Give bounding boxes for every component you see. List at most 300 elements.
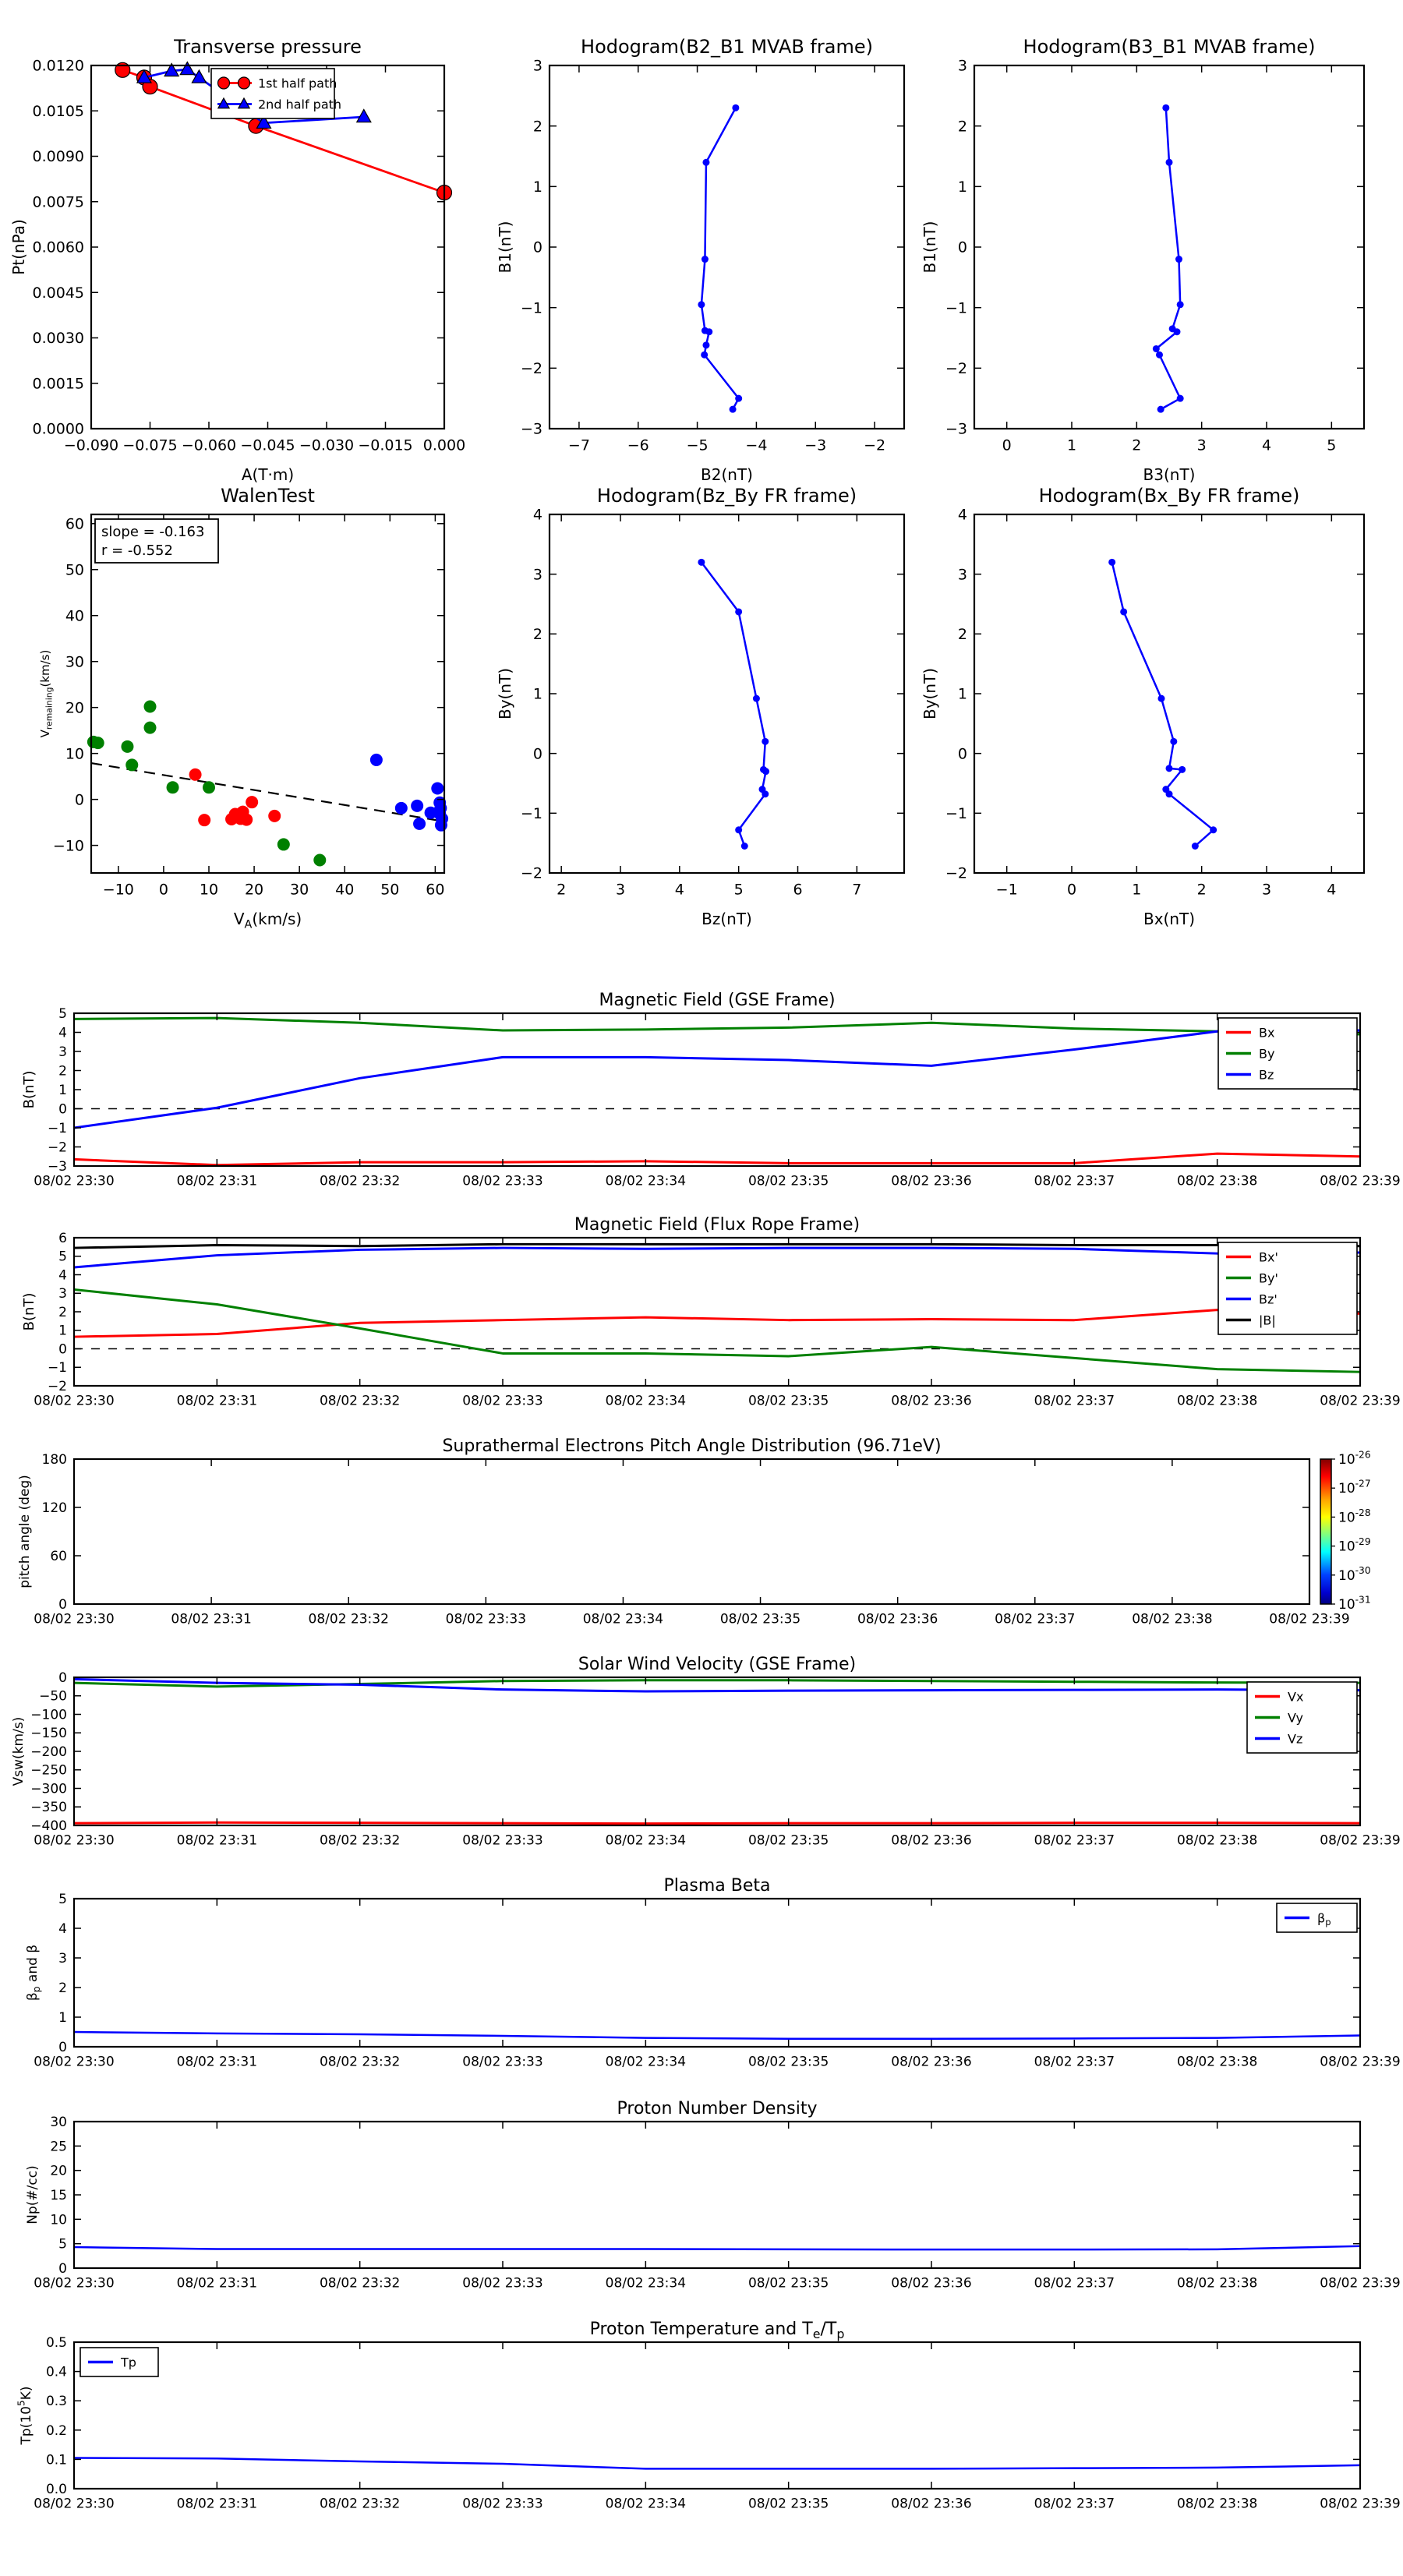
x-tick-label: 08/02 23:33: [462, 2275, 543, 2292]
y-tick-label: 1: [58, 1082, 67, 1098]
x-tick-label: 08/02 23:32: [319, 1832, 401, 1849]
y-tick-label: 10: [50, 2212, 67, 2228]
y-tick-label: 3: [58, 1950, 67, 1966]
y-tick-label: 5: [58, 2236, 67, 2253]
x-tick-label: 40: [335, 881, 355, 899]
x-tick-label: 08/02 23:30: [34, 1611, 115, 1627]
colorbar-tick-label: $10^{-29}$: [1338, 1535, 1371, 1555]
dot-marker: [144, 701, 157, 713]
dot-marker: [705, 328, 712, 335]
y-tick-label: −1: [47, 1360, 67, 1376]
x-axis-label: A(T·m): [241, 465, 295, 484]
y-tick-label: 120: [41, 1500, 67, 1516]
y-tick-label: 3: [58, 1286, 67, 1302]
dot-marker: [1192, 843, 1199, 850]
x-tick-label: 1: [1066, 436, 1077, 454]
dot-marker: [701, 352, 708, 359]
x-tick-label: 08/02 23:33: [462, 1832, 543, 1849]
x-tick-label: −0.090: [63, 436, 119, 454]
y-tick-label: −3: [520, 420, 542, 438]
dot-marker: [1177, 395, 1184, 402]
y-tick-label: −2: [945, 359, 967, 377]
y-tick-label: −3: [47, 1158, 67, 1175]
y-tick-label: 0: [58, 2260, 67, 2277]
legend-label: By': [1259, 1270, 1278, 1286]
chart-title: Proton Temperature and $T_e/T_p$: [589, 2320, 845, 2341]
x-tick-label: 20: [244, 881, 264, 899]
axes-frame: [74, 2122, 1360, 2268]
dot-marker: [702, 256, 709, 263]
x-tick-label: 08/02 23:35: [747, 1393, 829, 1409]
dot-marker: [698, 301, 705, 308]
y-tick-label: −1: [520, 299, 542, 317]
axes-frame: [550, 514, 904, 873]
x-tick-label: 08/02 23:34: [605, 2496, 687, 2512]
dot-marker: [246, 796, 258, 808]
legend-label: Vx: [1288, 1689, 1304, 1705]
dot-marker: [198, 814, 210, 826]
y-tick-label: 5: [58, 1249, 67, 1265]
series-line-Np: [74, 2246, 1360, 2249]
x-tick-label: 08/02 23:36: [857, 1611, 938, 1627]
dot-marker: [1153, 345, 1160, 352]
x-tick-label: 08/02 23:38: [1132, 1611, 1213, 1627]
y-tick-label: −1: [520, 804, 542, 822]
series-line-β_{p}: [74, 2032, 1360, 2039]
y-tick-label: 0: [74, 791, 84, 809]
dot-marker: [741, 843, 748, 850]
x-tick-label: 1: [1132, 881, 1142, 899]
dot-marker: [92, 737, 104, 749]
y-tick-label: −2: [945, 864, 967, 882]
x-tick-label: 08/02 23:38: [1176, 2054, 1258, 2070]
y-tick-label: 0.1: [45, 2452, 67, 2468]
x-tick-label: 08/02 23:35: [747, 1832, 829, 1849]
dot-marker: [1162, 104, 1169, 111]
dot-marker: [735, 826, 742, 833]
x-tick-label: 4: [1327, 881, 1337, 899]
x-tick-label: 08/02 23:34: [605, 2054, 687, 2070]
y-tick-label: 4: [957, 506, 967, 524]
dot-marker: [698, 559, 705, 566]
axes-frame: [74, 1677, 1360, 1825]
axes-frame: [74, 1899, 1360, 2047]
panel-transverse-pressure: [9, 36, 465, 484]
x-tick-label: 5: [1327, 436, 1337, 454]
x-tick-label: 4: [1261, 436, 1272, 454]
chart-title: WalenTest: [221, 485, 315, 507]
y-tick-label: 2: [58, 1063, 67, 1080]
y-axis-label: B(nT): [21, 1070, 37, 1109]
dot-marker: [189, 769, 202, 781]
x-tick-label: 60: [426, 881, 445, 899]
x-tick-label: 08/02 23:33: [462, 1173, 543, 1189]
x-tick-label: −4: [745, 436, 768, 454]
y-tick-label: 4: [532, 506, 542, 524]
y-tick-label: 0.0090: [32, 148, 84, 166]
x-tick-label: 08/02 23:37: [1034, 2496, 1115, 2512]
y-tick-label: 1: [957, 178, 967, 196]
panel-hodogram-bz-by: [496, 485, 904, 928]
x-tick-label: 08/02 23:38: [1176, 1173, 1258, 1189]
panel-mag-gse: [21, 991, 1401, 1189]
y-tick-label: 180: [41, 1451, 67, 1468]
x-tick-label: −0.030: [299, 436, 355, 454]
y-tick-label: 5: [58, 1005, 67, 1022]
dot-marker: [144, 722, 157, 734]
x-tick-label: 08/02 23:39: [1320, 1173, 1401, 1189]
y-axis-label: B(nT): [21, 1292, 37, 1331]
y-tick-label: 0.3: [45, 2394, 67, 2410]
y-tick-label: 1: [58, 1323, 67, 1339]
x-axis-label: $V_A(km/s)$: [233, 910, 302, 931]
x-tick-label: 08/02 23:33: [462, 2496, 543, 2512]
y-tick-label: −100: [30, 1707, 67, 1723]
series-line-Tp: [74, 2458, 1360, 2469]
y-tick-label: −2: [47, 1140, 67, 1156]
y-tick-label: 0.0060: [32, 239, 84, 256]
x-tick-label: 08/02 23:37: [1034, 2054, 1115, 2070]
x-tick-label: −10: [102, 881, 134, 899]
series-line-Vx: [74, 1822, 1360, 1823]
colorbar: [1320, 1459, 1331, 1604]
series-line-Bx_By path: [1112, 562, 1214, 846]
y-tick-label: 2: [58, 1980, 67, 1996]
y-tick-label: −1: [945, 299, 967, 317]
y-tick-label: 0: [957, 745, 967, 763]
dot-marker: [1179, 766, 1186, 773]
x-tick-label: 08/02 23:39: [1269, 1611, 1350, 1627]
x-tick-label: −6: [627, 436, 649, 454]
y-tick-label: 1: [58, 2009, 67, 2026]
legend-label: Vy: [1288, 1710, 1303, 1726]
x-tick-label: 08/02 23:31: [176, 2275, 258, 2292]
x-axis-label: Bz(nT): [702, 910, 752, 928]
y-tick-label: 10: [65, 745, 84, 763]
dot-marker: [313, 853, 326, 866]
x-tick-label: 08/02 23:39: [1320, 1393, 1401, 1409]
y-tick-label: 60: [65, 515, 84, 533]
y-tick-label: 0: [58, 2039, 67, 2055]
y-tick-label: 2: [957, 118, 967, 136]
y-tick-label: 50: [65, 561, 84, 579]
dot-marker: [730, 406, 737, 413]
axes-frame: [91, 65, 444, 429]
y-tick-label: 0: [532, 239, 542, 256]
legend-label: By: [1259, 1046, 1275, 1062]
x-tick-label: 08/02 23:35: [747, 2275, 829, 2292]
y-tick-label: 1: [532, 685, 542, 703]
x-tick-label: 08/02 23:32: [308, 1611, 389, 1627]
x-tick-label: −7: [567, 436, 590, 454]
chart-title: Proton Number Density: [617, 2099, 818, 2118]
panel-beta: [25, 1876, 1401, 2070]
y-axis-label: B1(nT): [496, 221, 514, 274]
legend-label: 2nd half path: [258, 97, 342, 112]
x-tick-label: 08/02 23:30: [34, 1393, 115, 1409]
dot-marker: [1177, 301, 1184, 308]
x-tick-label: 08/02 23:36: [891, 1173, 972, 1189]
y-tick-label: 30: [65, 653, 84, 671]
y-tick-label: −3: [945, 420, 967, 438]
x-tick-label: 08/02 23:30: [34, 2054, 115, 2070]
x-tick-label: 08/02 23:32: [319, 2054, 401, 2070]
chart-title: Suprathermal Electrons Pitch Angle Distribution (96.71eV): [442, 1436, 942, 1456]
y-tick-label: −200: [30, 1744, 67, 1760]
x-tick-label: 0.000: [422, 436, 466, 454]
chart-title: Plasma Beta: [663, 1876, 771, 1896]
x-axis-label: B2(nT): [701, 465, 753, 484]
chart-title: Hodogram(Bz_By FR frame): [596, 485, 857, 507]
dot-marker: [1166, 159, 1173, 166]
y-tick-label: −2: [520, 359, 542, 377]
x-tick-label: 30: [290, 881, 309, 899]
x-tick-label: 6: [793, 881, 803, 899]
x-tick-label: 08/02 23:37: [1034, 1393, 1115, 1409]
x-tick-label: 08/02 23:36: [891, 2275, 972, 2292]
y-tick-label: −300: [30, 1781, 67, 1797]
dot-marker: [762, 790, 769, 797]
circle-marker: [218, 77, 230, 89]
legend-label: Bz': [1259, 1292, 1278, 1307]
panel-hodogram-bx-by: [921, 485, 1364, 928]
chart-title: Transverse pressure: [174, 36, 362, 58]
x-tick-label: −1: [995, 881, 1018, 899]
dot-marker: [435, 819, 447, 832]
axes-frame: [74, 1459, 1309, 1604]
x-tick-label: 08/02 23:34: [605, 1393, 687, 1409]
panel-np: [25, 2099, 1401, 2292]
legend-label: $\beta_p$: [1317, 1910, 1331, 1928]
y-tick-label: 0.0015: [32, 375, 84, 393]
legend: [1218, 1018, 1357, 1089]
y-axis-label: By(nT): [921, 667, 939, 720]
y-tick-label: 0: [957, 239, 967, 256]
y-tick-label: 0.5: [45, 2334, 67, 2351]
series-line-By: [74, 1018, 1360, 1034]
chart-title: Magnetic Field (GSE Frame): [599, 991, 836, 1010]
x-tick-label: 10: [199, 881, 219, 899]
panel-pitch-angle: [17, 1436, 1371, 1627]
panel-mag-fr: [21, 1215, 1401, 1409]
y-tick-label: 0: [532, 745, 542, 763]
x-tick-label: 08/02 23:38: [1176, 2275, 1258, 2292]
dot-marker: [411, 800, 423, 812]
x-tick-label: 08/02 23:35: [747, 2054, 829, 2070]
y-tick-label: 2: [58, 1304, 67, 1320]
x-tick-label: 08/02 23:36: [891, 1832, 972, 1849]
y-axis-label: By(nT): [496, 667, 514, 720]
panel-tp: [16, 2320, 1400, 2512]
dot-marker: [1158, 695, 1165, 702]
dot-marker: [125, 758, 138, 771]
axes-frame: [974, 514, 1364, 873]
x-tick-label: 08/02 23:37: [1034, 2275, 1115, 2292]
circle-marker: [239, 77, 250, 89]
y-axis-label: Pt(nPa): [9, 219, 28, 275]
dot-marker: [702, 159, 709, 166]
x-tick-label: 08/02 23:38: [1176, 2496, 1258, 2512]
y-axis-label: $\beta_p$ and β: [25, 1944, 42, 2002]
chart-title: Hodogram(B3_B1 MVAB frame): [1023, 36, 1316, 58]
x-tick-label: 08/02 23:33: [462, 1393, 543, 1409]
dot-marker: [1175, 256, 1182, 263]
y-axis-label: Vsw(km/s): [11, 1716, 27, 1786]
legend-label: Bx': [1259, 1249, 1278, 1265]
x-tick-label: 08/02 23:30: [34, 2275, 115, 2292]
dot-marker: [762, 768, 769, 775]
dot-marker: [121, 740, 133, 753]
y-tick-label: 0.0000: [32, 420, 84, 438]
x-tick-label: 08/02 23:31: [176, 2054, 258, 2070]
colorbar-tick-label: $10^{-30}$: [1338, 1565, 1371, 1584]
legend: [1218, 1242, 1357, 1334]
y-tick-label: 3: [957, 57, 967, 75]
y-tick-label: 4: [58, 1921, 67, 1937]
annotation-line: r = -0.552: [101, 542, 173, 559]
legend-label: Tp: [121, 2355, 136, 2370]
y-tick-label: 15: [50, 2187, 67, 2203]
dot-marker: [753, 695, 760, 702]
x-tick-label: 08/02 23:31: [176, 1173, 258, 1189]
x-tick-label: 08/02 23:36: [891, 2054, 972, 2070]
axes-frame: [74, 2342, 1360, 2489]
y-tick-label: 40: [65, 607, 84, 625]
x-tick-label: 5: [733, 881, 744, 899]
dot-marker: [370, 754, 383, 766]
fit-line: [91, 763, 444, 822]
x-axis-label: B3(nT): [1143, 465, 1196, 484]
y-tick-label: 0.0: [45, 2481, 67, 2497]
dot-marker: [277, 838, 290, 850]
x-tick-label: 7: [852, 881, 862, 899]
y-tick-label: −50: [39, 1688, 67, 1705]
y-tick-label: 0.2: [45, 2422, 67, 2439]
x-tick-label: 08/02 23:39: [1320, 2275, 1401, 2292]
legend: [1277, 1903, 1357, 1932]
y-tick-label: −1: [47, 1120, 67, 1136]
dot-marker: [1170, 738, 1177, 745]
legend-label: Vz: [1288, 1731, 1303, 1747]
axes-frame: [74, 1013, 1360, 1166]
dot-marker: [1166, 765, 1173, 772]
x-tick-label: 08/02 23:34: [582, 1611, 664, 1627]
x-tick-label: 08/02 23:35: [719, 1611, 801, 1627]
y-tick-label: −2: [520, 864, 542, 882]
x-tick-label: −0.045: [240, 436, 295, 454]
dot-marker: [1174, 328, 1181, 335]
series-line-Bz: [74, 1030, 1360, 1128]
annotation-line: slope = -0.163: [101, 524, 205, 540]
x-tick-label: 2: [1196, 881, 1207, 899]
dot-marker: [732, 104, 739, 111]
dot-marker: [1120, 608, 1127, 615]
dot-marker: [1157, 406, 1164, 413]
dot-marker: [702, 341, 709, 348]
y-tick-label: 30: [50, 2114, 67, 2130]
axes-frame: [550, 65, 904, 429]
y-tick-label: 2: [532, 118, 542, 136]
colorbar-tick-label: $10^{-26}$: [1338, 1449, 1371, 1468]
x-tick-label: 3: [1196, 436, 1207, 454]
dot-marker: [413, 818, 426, 830]
y-tick-label: 3: [532, 566, 542, 584]
x-tick-label: 08/02 23:32: [319, 1173, 401, 1189]
legend: [211, 69, 341, 118]
panel-vsw: [11, 1655, 1401, 1849]
x-tick-label: −3: [804, 436, 827, 454]
chart-title: Hodogram(Bx_By FR frame): [1038, 485, 1300, 507]
x-tick-label: 08/02 23:38: [1176, 1393, 1258, 1409]
panel-walen-test: [38, 485, 448, 931]
x-tick-label: 4: [674, 881, 684, 899]
x-tick-label: 08/02 23:36: [891, 1393, 972, 1409]
triangle-marker: [180, 62, 194, 75]
x-tick-label: 08/02 23:39: [1320, 2496, 1401, 2512]
x-tick-label: 08/02 23:31: [176, 2496, 258, 2512]
x-tick-label: 3: [615, 881, 626, 899]
x-tick-label: −0.060: [181, 436, 237, 454]
y-axis-label: Np(#/cc): [25, 2165, 41, 2224]
legend: [1247, 1682, 1357, 1753]
x-tick-label: 08/02 23:37: [1034, 1832, 1115, 1849]
x-tick-label: 08/02 23:34: [605, 1173, 687, 1189]
y-tick-label: 60: [50, 1548, 67, 1564]
panel-hodogram-b2-b1: [496, 36, 904, 484]
legend-label: |B|: [1259, 1313, 1276, 1328]
y-tick-label: 20: [50, 2163, 67, 2179]
dot-marker: [240, 814, 253, 826]
dot-marker: [1210, 826, 1217, 833]
y-tick-label: 6: [58, 1230, 67, 1246]
x-tick-label: 08/02 23:38: [1176, 1832, 1258, 1849]
x-tick-label: 08/02 23:32: [319, 1393, 401, 1409]
y-axis-label: pitch angle (deg): [17, 1475, 33, 1588]
x-tick-label: 08/02 23:31: [171, 1611, 252, 1627]
series-line-Bx: [74, 1154, 1360, 1165]
y-tick-label: 20: [65, 699, 84, 717]
chart-title: Solar Wind Velocity (GSE Frame): [578, 1655, 857, 1674]
x-tick-label: 08/02 23:30: [34, 2496, 115, 2512]
y-tick-label: 0.0120: [32, 57, 84, 75]
y-tick-label: 2: [957, 625, 967, 643]
dot-marker: [735, 395, 742, 402]
legend-label: Bz: [1259, 1067, 1274, 1083]
triangle-marker: [192, 70, 206, 83]
chart-title: Magnetic Field (Flux Rope Frame): [574, 1215, 861, 1235]
x-tick-label: 2: [557, 881, 567, 899]
x-tick-label: 08/02 23:34: [605, 2275, 687, 2292]
x-tick-label: −5: [686, 436, 709, 454]
series-line-Bz': [74, 1248, 1360, 1267]
y-tick-label: −2: [47, 1378, 67, 1394]
x-tick-label: 08/02 23:30: [34, 1173, 115, 1189]
x-tick-label: 08/02 23:34: [605, 1832, 687, 1849]
y-tick-label: 0.0030: [32, 330, 84, 348]
y-tick-label: 0.0075: [32, 193, 84, 211]
y-tick-label: 0.4: [45, 2364, 67, 2380]
y-axis-label: $Tp(10^5K)$: [16, 2386, 34, 2445]
dot-marker: [167, 781, 179, 793]
triangle-marker: [357, 110, 371, 122]
y-tick-label: 3: [957, 566, 967, 584]
y-tick-label: 0: [58, 1670, 67, 1686]
x-tick-label: 08/02 23:32: [319, 2275, 401, 2292]
dot-marker: [735, 608, 742, 615]
legend-label: Bx: [1259, 1025, 1275, 1041]
dot-marker: [395, 802, 408, 814]
chart-title: Hodogram(B2_B1 MVAB frame): [581, 36, 873, 58]
